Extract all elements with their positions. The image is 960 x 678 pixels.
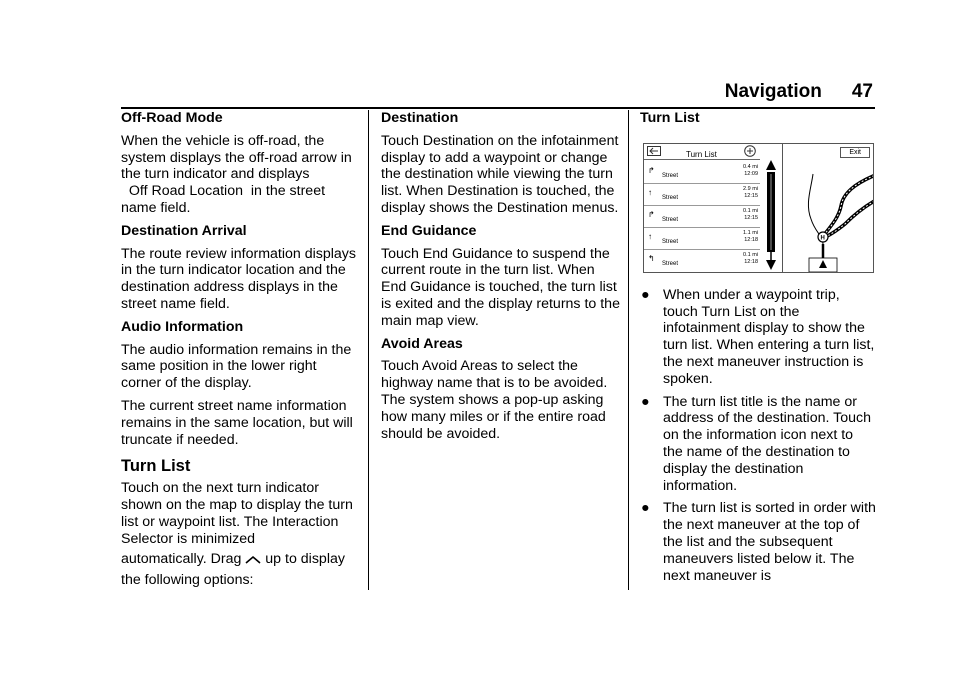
row-time: 12:15 xyxy=(744,214,758,221)
row-distance: 1.1 mi xyxy=(743,229,758,236)
turn-list-panel xyxy=(644,144,760,272)
section-title: Navigation xyxy=(724,81,822,102)
straight-icon: ↑ xyxy=(648,187,652,197)
row-distance-time xyxy=(743,230,758,244)
avoid-areas-text: Touch Avoid Areas to select the highway name that is to be avoided. The system shows a pop-up asking how many miles or if the entire road should be avoided. xyxy=(381,358,608,442)
turn-list-text-1: Touch on the next turn indicator shown on the map to display the turn list or waypoint list. The Interaction Selector is minimized xyxy=(121,480,353,547)
row-time: 12:15 xyxy=(744,192,758,199)
destination-arrival-text: The route review information displays in the turn indicator location and the destination address displays in the street name field. xyxy=(121,245,356,312)
turn-list-row xyxy=(644,161,760,184)
row-distance: 0.1 mi xyxy=(743,251,758,258)
row-distance-time xyxy=(743,164,758,178)
turn-list-row xyxy=(644,249,760,271)
svg-text:H: H xyxy=(820,235,825,242)
map-route-drawing xyxy=(783,144,874,272)
column-divider-2 xyxy=(628,110,629,590)
turn-list-row xyxy=(644,227,760,250)
turn-list-titlebar xyxy=(644,144,760,160)
row-time: 12:18 xyxy=(744,236,758,243)
bullet-item xyxy=(640,500,876,584)
row-distance: 0.1 mi xyxy=(743,207,758,214)
turn-list-row xyxy=(644,183,760,206)
straight-icon: ↑ xyxy=(648,231,652,241)
end-guidance-text: Touch End Guidance to suspend the current route in the turn list. When End Guidance is touched, the turn list is exited and the display returns to the main map view. xyxy=(381,245,620,329)
back-arrow-icon xyxy=(647,146,661,156)
offroad-heading: Off-Road Mode xyxy=(121,110,223,126)
offroad-text-end: in the street name field. xyxy=(121,183,326,216)
turn-list-text-2 xyxy=(121,551,359,568)
turn-list-section-heading: Turn List xyxy=(121,457,191,476)
drag-text: automatically. Drag xyxy=(121,551,242,568)
bullet-icon: ● xyxy=(641,500,650,517)
avoid-areas-heading: Avoid Areas xyxy=(381,335,463,352)
row-distance: 2.9 mi xyxy=(743,185,758,192)
turn-list-row xyxy=(644,205,760,228)
drag-text-end: up to display xyxy=(265,551,345,568)
turn-list-text-3: the following options: xyxy=(121,572,254,589)
bullet-text: The turn list is sorted in order with the next maneuver at the top of the list and the subsequent maneuvers listed below it. The next maneuver is xyxy=(663,500,876,584)
bullet-text: When under a waypoint trip, touch Turn List on the infotainment display to show the turn list. When entering a turn list, the next maneuver instruction is spoken. xyxy=(663,286,875,387)
row-street: Street xyxy=(662,238,679,245)
offroad-paragraph xyxy=(121,133,359,217)
header-rule xyxy=(121,107,875,109)
running-header xyxy=(725,81,873,103)
row-distance-time xyxy=(743,186,758,200)
bullet-item xyxy=(640,287,876,388)
row-time: 12:09 xyxy=(744,170,758,177)
turn-list-screen-illustration xyxy=(643,143,874,273)
row-street: Street xyxy=(662,216,679,223)
bullet-icon: ● xyxy=(641,286,650,303)
offroad-location-term: Off Road Location xyxy=(128,183,243,200)
add-plus-icon xyxy=(744,145,756,157)
row-street: Street xyxy=(662,194,679,201)
row-distance: 0.4 mi xyxy=(743,163,758,170)
column-3 xyxy=(640,110,876,590)
row-street: Street xyxy=(662,260,679,267)
row-street: Street xyxy=(662,172,679,179)
drag-chevron-icon xyxy=(245,555,261,564)
audio-text-1: The audio information remains in the same position in the lower right corner of the display. xyxy=(121,341,352,392)
turn-right-icon: ↱ xyxy=(648,165,655,175)
row-time: 12:18 xyxy=(744,258,758,265)
turn-right-icon: ↱ xyxy=(648,209,655,219)
bullet-item xyxy=(640,394,876,495)
bullet-icon: ● xyxy=(641,393,650,410)
destination-arrival-heading: Destination Arrival xyxy=(121,222,247,239)
destination-heading: Destination xyxy=(381,110,459,126)
turn-left-icon: ↰ xyxy=(648,253,655,263)
column-1 xyxy=(121,110,359,595)
offroad-text: When the vehicle is off-road, the system displays the off-road arrow in the turn indicator and displays xyxy=(121,132,352,183)
audio-information-heading: Audio Information xyxy=(121,318,244,335)
bullet-text: The turn list title is the name or address of the destination. Touch on the information icon next to the name of the destination to display the destination information. xyxy=(663,393,871,494)
exit-button: Exit xyxy=(840,147,870,158)
turn-list-bullets xyxy=(640,287,876,585)
turn-list-title: Turn List xyxy=(686,149,717,159)
turn-list-heading: Turn List xyxy=(640,110,700,126)
column-2 xyxy=(381,110,621,448)
page-number: 47 xyxy=(851,81,873,102)
row-distance-time xyxy=(743,208,758,222)
end-guidance-heading: End Guidance xyxy=(381,222,477,239)
map-view xyxy=(782,144,874,272)
audio-text-2: The current street name information remains in the same location, but will truncate if needed. xyxy=(121,397,353,448)
row-distance-time xyxy=(743,252,758,266)
destination-text: Touch Destination on the infotainment display to add a waypoint or change the destination while viewing the turn list. When Destination is touched, the display shows the Destination menus. xyxy=(381,132,619,216)
scroll-bar-icon xyxy=(760,144,782,272)
column-divider-1 xyxy=(368,110,369,590)
